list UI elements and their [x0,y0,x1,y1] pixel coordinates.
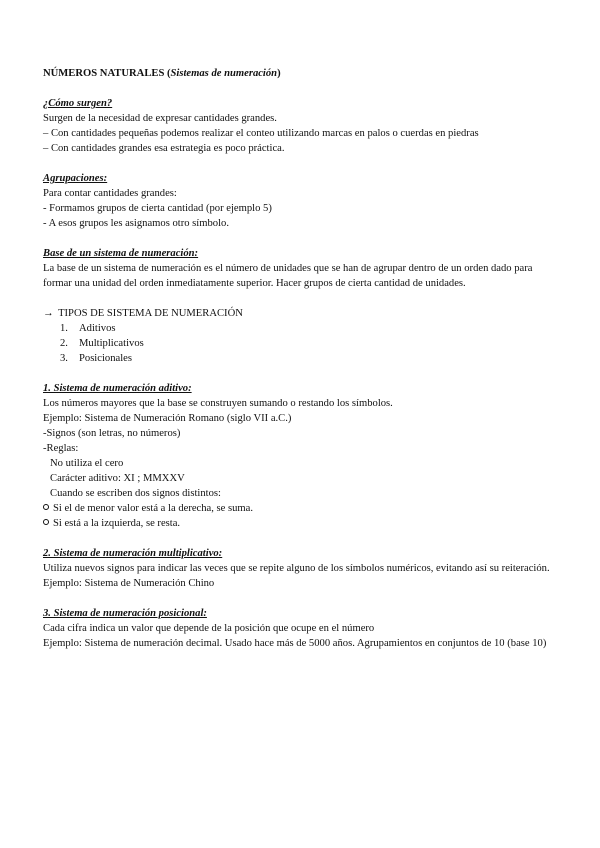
document-content [43,66,563,651]
paragraph-line: Ejemplo: Sistema de numeración decimal. Usado hace más de 5000 años. Agrupamientos en conjuntos de 10 (base 10) [43,638,547,649]
circle-bullet-icon [43,504,49,510]
paragraph-text: Utiliza nuevos signos para indicar las veces que se repite alguno de los símbolos numéricos, evitando así su reiteración. Ejemplo: Sistema de Numeración Chino [43,563,550,589]
section-heading-como-surgen: ¿Cómo surgen? [43,98,113,109]
title-end: ) [277,68,281,79]
paragraph-text: La base de un sistema de numeración es el número de unidades que se han de agrupar dentro de un orden dado para formar una unidad del orden inmediatamente superior. Hacer grupos de cierta cantidad de unidades. [43,263,533,289]
section-heading-base: Base de un sistema de numeración: [43,248,199,259]
paragraph-line: Cada cifra indica un valor que depende de la posición que ocupe en el número [43,623,375,634]
paragraph-line: Ejemplo: Sistema de Numeración Romano (siglo VII a.C.) [43,413,292,424]
arrow-right-icon: → [43,308,54,319]
paragraph-line: Surgen de la necesidad de expresar cantidades grandes. [43,113,277,124]
list-item: 2. Multiplicativos [60,338,144,349]
tipos-heading-text: TIPOS DE SISTEMA DE NUMERACIÓN [58,308,243,319]
bullet-item: Si el de menor valor está a la derecha, se suma. [43,501,563,516]
list-item: 3. Posicionales [60,353,132,364]
paragraph-line: -Signos (son letras, no números) [43,428,181,439]
rule-line: No utiliza el cero [50,458,124,469]
paragraph-line: - A esos grupos les asignamos otro símbolo. [43,218,229,229]
section-heading-agrupaciones: Agrupaciones: [43,173,108,184]
section-heading-multiplicativo: 2. Sistema de numeración multiplicativo: [43,548,223,559]
paragraph-line: – Con cantidades pequeñas podemos realizar el conteo utilizando marcas en palos o cuerdas en piedras [43,128,479,139]
tipos-list [43,321,563,366]
tipos-heading [43,306,563,321]
list-item: 1. Aditivos [60,323,116,334]
paragraph-line: - Formamos grupos de cierta cantidad (por ejemplo 5) [43,203,272,214]
document-title [43,66,563,81]
section-heading-posicional: 3. Sistema de numeración posicional: [43,608,207,619]
title-main: NÚMEROS NATURALES ( [43,68,171,79]
circle-bullet-icon [43,519,49,525]
paragraph-line: -Reglas: [43,443,79,454]
paragraph-line: Los números mayores que la base se construyen sumando o restando los símbolos. [43,398,393,409]
rule-line: Cuando se escriben dos signos distintos: [50,488,221,499]
section-heading-aditivo: 1. Sistema de numeración aditivo: [43,383,192,394]
paragraph-line: Para contar cantidades grandes: [43,188,177,199]
title-italic: Sistemas de numeración [170,68,278,79]
bullet-item: Si está a la izquierda, se resta. [43,516,563,531]
rule-line: Carácter aditivo: XI ; MMXXV [50,473,185,484]
paragraph-line: – Con cantidades grandes esa estrategia es poco práctica. [43,143,285,154]
